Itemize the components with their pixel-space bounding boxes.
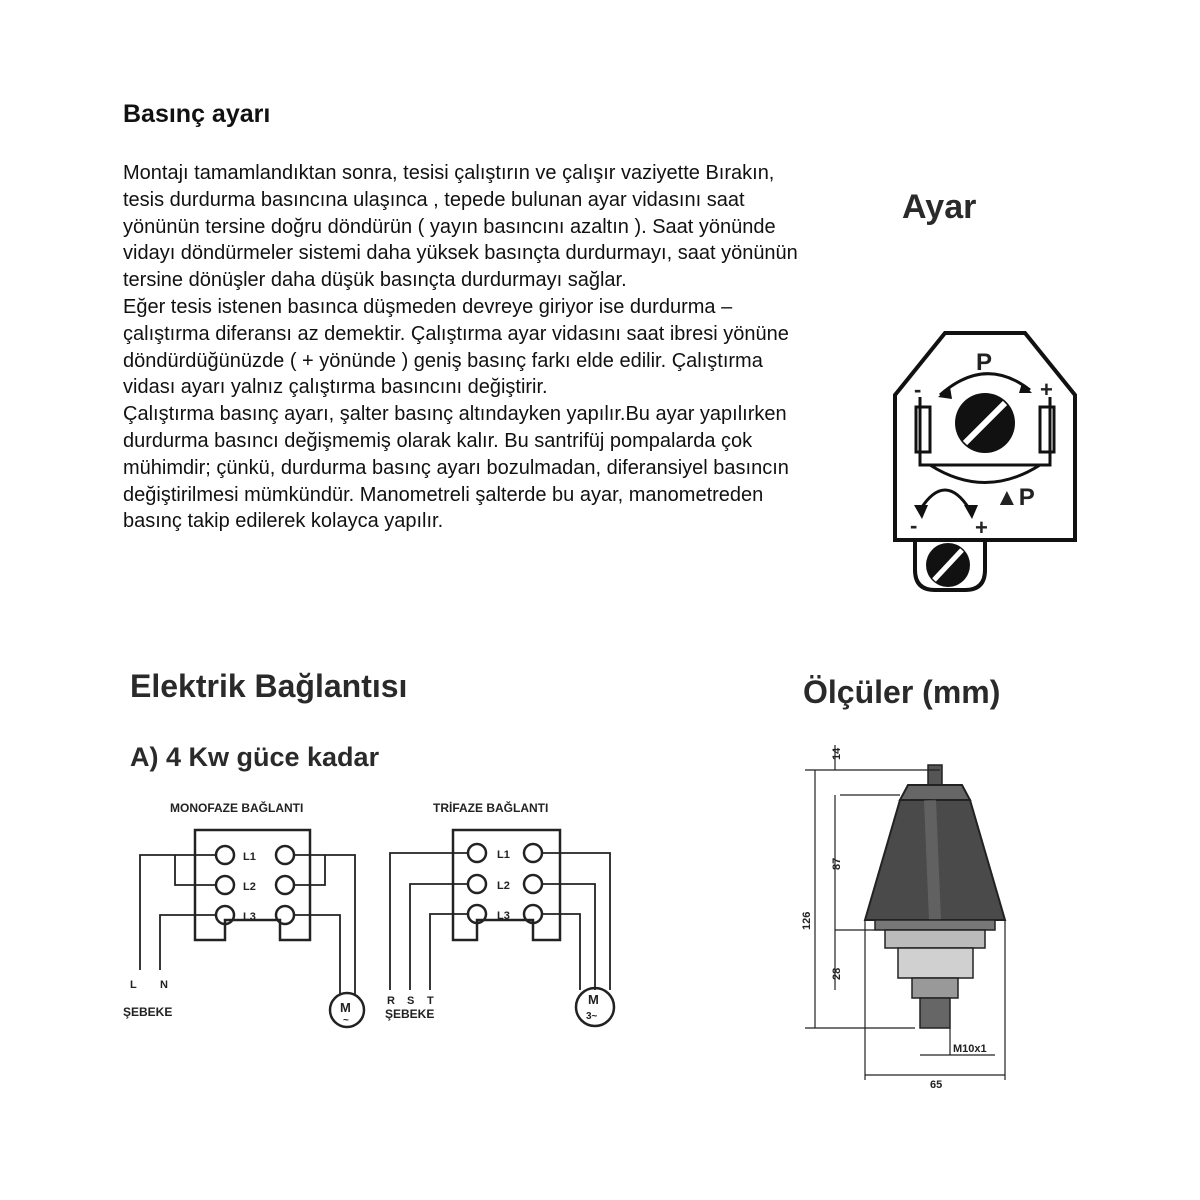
tri-motor-sub: 3~ xyxy=(586,1011,598,1022)
tri-terminal-l2: L2 xyxy=(497,880,510,892)
minus-label-bottom: - xyxy=(910,513,918,538)
plus-label-bottom: + xyxy=(975,515,988,540)
page-title: Basınç ayarı xyxy=(123,100,271,128)
p-label: P xyxy=(976,349,993,376)
mono-network-label: ŞEBEKE xyxy=(123,1005,173,1019)
tri-terminal-l1: L1 xyxy=(497,849,510,861)
tri-title: TRİFAZE BAĞLANTI xyxy=(433,801,549,815)
wiring-diagram xyxy=(115,790,645,1050)
mono-title: MONOFAZE BAĞLANTI xyxy=(170,801,304,815)
spring-right xyxy=(1040,407,1054,452)
dim-lower: 28 xyxy=(831,967,843,980)
tri-terminal-l3: L3 xyxy=(497,910,510,922)
spring-left xyxy=(916,407,930,452)
mono-wires xyxy=(140,855,355,995)
rotate-arrow-icon xyxy=(940,374,1030,395)
mono-supply-l: L xyxy=(130,979,137,991)
device-body xyxy=(865,765,1005,1028)
dim-total: 126 xyxy=(801,911,813,930)
mono-terminal-l2: L2 xyxy=(243,881,256,893)
mono-terminal-l3: L3 xyxy=(243,911,256,923)
tri-terminal-block xyxy=(453,830,560,940)
dp-label: ▲P xyxy=(995,484,1035,511)
electrical-subtitle: A) 4 Kw güce kadar xyxy=(130,742,380,772)
dim-width: 65 xyxy=(930,1079,943,1091)
mono-supply-n: N xyxy=(160,979,168,991)
paragraph-1: Montajı tamamlandıktan sonra, tesisi çalıştırın ve çalışır vaziyette Bırakın, tesis durdurma basıncına ulaşınca , tepede bulunan ayar vidasını saat yönünün tersine doğru döndürün ( yayın basıncını azaltın ). Saat yönünde vidayı döndürmeler sistemi daha yüksek basınçta durdurmayı, saat yönünün tersine dönüşler daha düşük basınçta durdurmayı sağlar. xyxy=(123,162,798,292)
tri-supply-t: T xyxy=(427,995,434,1007)
mono-motor-sub: ~ xyxy=(343,1015,349,1026)
body-text xyxy=(123,160,813,535)
plus-label-top: + xyxy=(1040,377,1053,402)
differential-arrow-icon xyxy=(920,490,970,510)
mono-motor-label: M xyxy=(340,1000,351,1015)
dimension-drawing xyxy=(790,730,1050,1100)
dim-top: 14 xyxy=(831,747,843,760)
paragraph-3: Çalıştırma basınç ayarı, şalter basınç altındayken yapılır.Bu ayar yapılırken durdurma basıncı değişmemiş olarak kalır. Bu santrifüj pompalarda çok mühimdir; çünkü, durdurma basınç ayarı bozulmadan, diferansiyel basıncın değiştirilmesi mümkündür. Manometreli şalterde bu ayar, manometreden basınç takip edilerek kolayca yapılır. xyxy=(123,403,789,533)
dimensions-title: Ölçüler (mm) xyxy=(803,674,1001,710)
paragraph-2: Eğer tesis istenen basınca düşmeden devreye giriyor ise durdurma – çalıştırma diferansı az demektir. Çalıştırma ayar vidasını saat ibresi yönüne döndürdüğünüzde ( + yönünde ) geniş basınç farkı elde edilir. Çalıştırma vidası ayarı yalnız çalıştırma basıncını değiştirir. xyxy=(123,295,789,399)
adjustment-diagram xyxy=(890,325,1085,600)
minus-label-top: - xyxy=(914,377,922,402)
tri-motor-label: M xyxy=(588,992,599,1007)
spring-base xyxy=(930,465,1040,483)
tri-network-label: ŞEBEKE xyxy=(385,1007,435,1021)
electrical-title: Elektrik Bağlantısı xyxy=(130,668,408,704)
dim-upper: 87 xyxy=(831,857,843,870)
ayar-title: Ayar xyxy=(902,188,977,226)
mono-terminal-l1: L1 xyxy=(243,851,256,863)
dim-thread: M10x1 xyxy=(953,1043,987,1055)
tri-supply-s: S xyxy=(407,995,415,1007)
tri-supply-r: R xyxy=(387,995,395,1007)
